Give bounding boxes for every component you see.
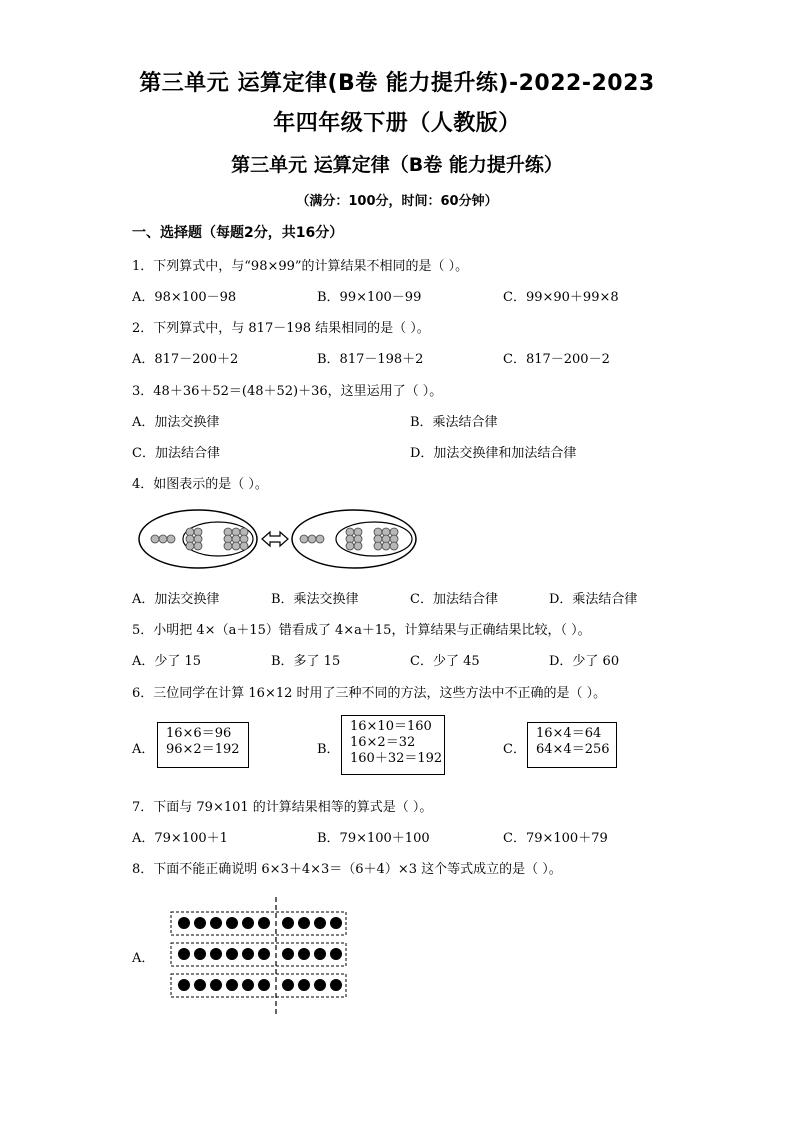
question-4-option-c[interactable]: C．加法结合律 [410, 592, 498, 607]
method-a-line-2: 96×2＝192 [166, 742, 240, 757]
question-3-stem: 3．48＋36＋52＝(48＋52)＋36，这里运用了（ ）。 [132, 384, 443, 399]
doc-title-line1: 第三单元 运算定律(B卷 能力提升练)-2022-2023 [139, 71, 655, 96]
question-8-figure-a [168, 895, 350, 1017]
question-6-method-a-box [157, 722, 249, 768]
question-3-option-a[interactable]: A．加法交换律 [132, 415, 220, 430]
question-2-option-b[interactable]: B．817－198＋2 [317, 352, 424, 367]
question-7-option-b[interactable]: B．79×100＋100 [317, 831, 430, 846]
question-5-option-a[interactable]: A．少了 15 [132, 654, 202, 669]
question-8-option-a[interactable]: A． [132, 951, 155, 966]
method-b-line-1: 16×10＝160 [350, 719, 432, 734]
question-4-stem: 4．如图表示的是（ ）。 [132, 477, 268, 492]
question-4-option-a[interactable]: A．加法交换律 [132, 592, 220, 607]
question-7-option-c[interactable]: C．79×100＋79 [503, 831, 608, 846]
section-heading: 一、选择题（每题2分，共16分） [132, 225, 344, 241]
question-2-option-a[interactable]: A．817－200＋2 [132, 352, 239, 367]
question-1-option-c[interactable]: C．99×90＋99×8 [503, 290, 619, 305]
doc-title-line2: 年四年级下册（人教版） [273, 111, 521, 136]
question-2-option-c[interactable]: C．817－200－2 [503, 352, 610, 367]
question-4-option-b[interactable]: B．乘法交换律 [271, 592, 359, 607]
question-5-option-b[interactable]: B．多了 15 [271, 654, 341, 669]
method-c-line-2: 64×4＝256 [536, 742, 610, 757]
left-dots [151, 528, 248, 550]
question-5-option-c[interactable]: C．少了 45 [410, 654, 480, 669]
question-3-option-d[interactable]: D．加法交换律和加法结合律 [410, 446, 577, 461]
double-arrow-icon [262, 532, 288, 546]
question-8-stem: 8．下面不能正确说明 6×3＋4×3＝（6＋4）×3 这个等式成立的是（ ）。 [132, 862, 562, 877]
question-6-method-b-box [341, 715, 445, 775]
question-6-option-b[interactable]: B． [317, 742, 340, 757]
question-3-option-b[interactable]: B．乘法结合律 [410, 415, 498, 430]
question-6-option-a[interactable]: A． [132, 742, 155, 757]
method-b-line-3: 160＋32＝192 [350, 751, 443, 766]
question-5-stem: 5．小明把 4×（a＋15）错看成了 4×a＋15，计算结果与正确结果比较，（ ）。 [132, 623, 591, 638]
exam-info: （满分：100分，时间：60分钟） [296, 194, 498, 209]
question-3-option-c[interactable]: C．加法结合律 [132, 446, 220, 461]
question-7-stem: 7．下面与 79×101 的计算结果相等的算式是（ ）。 [132, 800, 433, 815]
question-1-stem: 1．下列算式中，与“98×99”的计算结果不相同的是（ ）。 [132, 259, 469, 274]
question-6-stem: 6．三位同学在计算 16×12 时用了三种不同的方法，这些方法中不正确的是（ ）。 [132, 686, 607, 701]
question-7-option-a[interactable]: A．79×100＋1 [132, 831, 228, 846]
method-c-line-1: 16×4＝64 [536, 726, 602, 741]
question-2-stem: 2．下列算式中，与 817－198 结果相同的是（ ）。 [132, 321, 430, 336]
dot-grid [178, 917, 342, 991]
method-b-line-2: 16×2＝32 [350, 735, 416, 750]
method-a-line-1: 16×6＝96 [166, 726, 232, 741]
question-4-option-d[interactable]: D．乘法结合律 [549, 592, 638, 607]
doc-subtitle: 第三单元 运算定律（B卷 能力提升练） [231, 154, 563, 176]
question-5-option-d[interactable]: D．少了 60 [549, 654, 620, 669]
question-4-figure [138, 508, 418, 570]
question-1-option-b[interactable]: B．99×100－99 [317, 290, 422, 305]
question-1-option-a[interactable]: A．98×100－98 [132, 290, 237, 305]
right-dots [300, 528, 398, 550]
question-6-method-c-box [527, 722, 617, 768]
question-6-option-c[interactable]: C． [503, 742, 526, 757]
